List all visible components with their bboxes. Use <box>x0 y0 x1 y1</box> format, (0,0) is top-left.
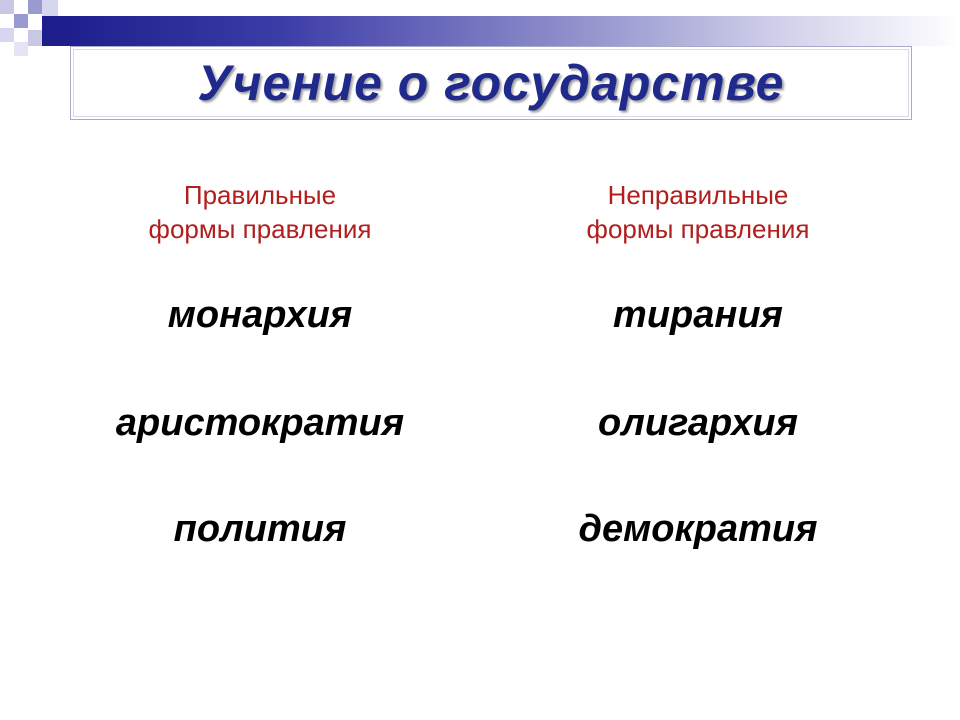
left-heading-line1: Правильные <box>183 180 337 210</box>
right-item-oligarchy: олигархия <box>598 402 798 444</box>
right-column <box>508 178 888 550</box>
left-item-polity: полития <box>173 508 347 550</box>
left-column <box>70 178 450 550</box>
decor-square <box>0 0 14 14</box>
right-item-tyranny: тирания <box>613 294 783 336</box>
decor-square <box>14 14 28 28</box>
decor-square <box>42 0 58 16</box>
left-item-aristocracy: аристократия <box>115 402 405 444</box>
right-item-democracy: демократия <box>578 508 818 550</box>
slide-title: Учение о государстве <box>197 55 785 111</box>
decor-square <box>28 0 42 14</box>
header-gradient-band <box>58 16 960 46</box>
decor-square <box>0 28 14 42</box>
left-item-monarchy: монархия <box>167 294 353 336</box>
right-heading-line2: формы правления <box>586 214 810 244</box>
title-box <box>70 46 912 120</box>
left-column-heading <box>70 178 450 246</box>
right-column-heading <box>508 178 888 246</box>
decor-square <box>28 14 42 28</box>
decor-square <box>14 0 28 14</box>
decor-square <box>14 42 28 56</box>
right-heading-line1: Неправильные <box>607 180 789 210</box>
decor-square <box>42 16 58 46</box>
decor-square <box>28 30 42 46</box>
left-heading-line2: формы правления <box>148 214 372 244</box>
